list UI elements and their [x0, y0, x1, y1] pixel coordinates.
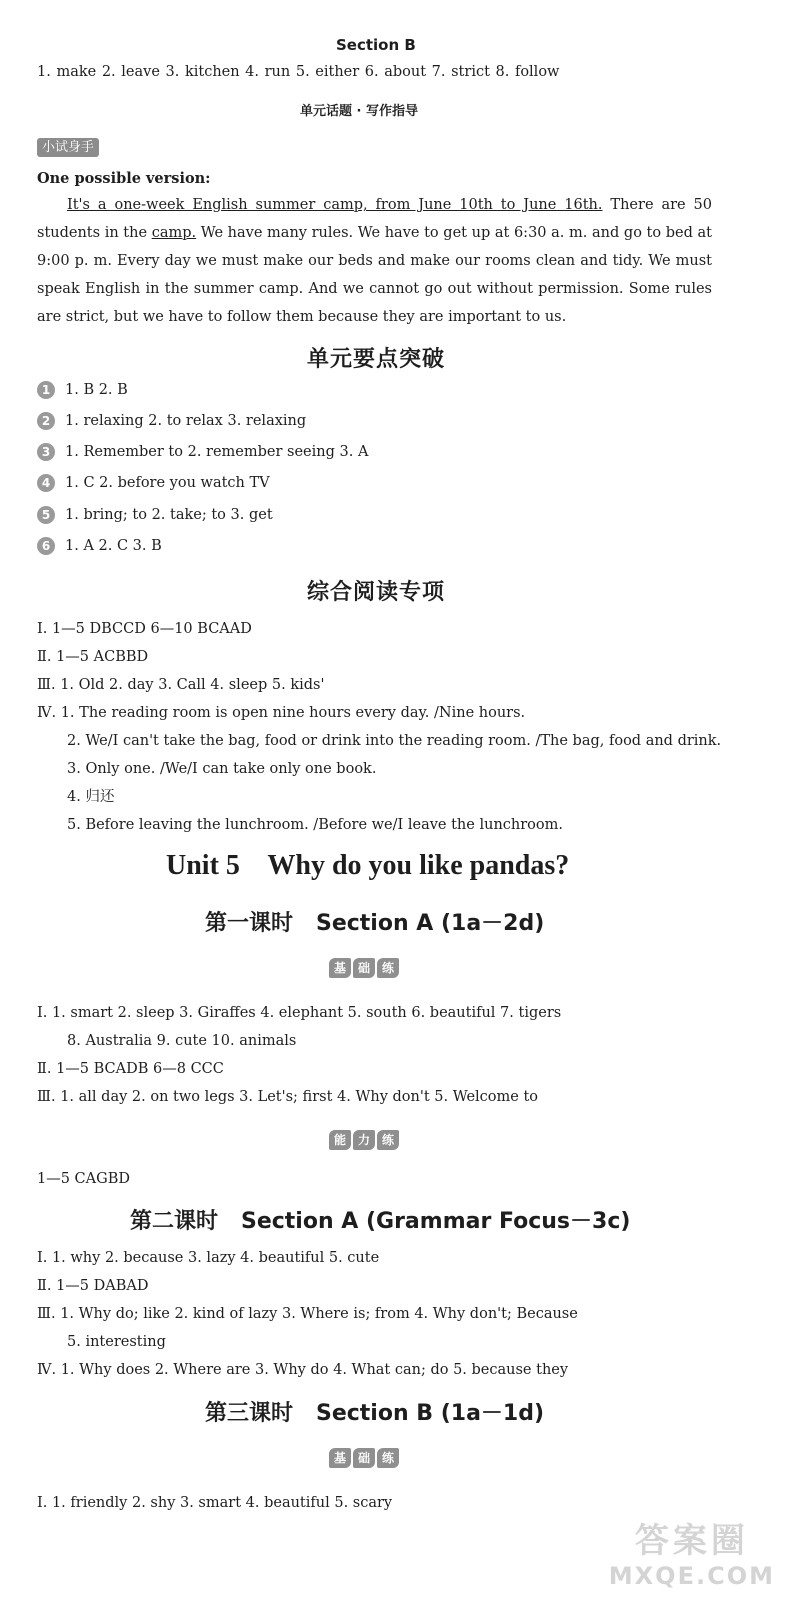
watermark-text: 答案圈: [634, 1521, 749, 1561]
key-point-row: [37, 412, 306, 430]
key-point-text: 1. C 2. before you watch TV: [65, 475, 270, 491]
lesson2-line: Ⅲ. 1. Why do; like 2. kind of lazy 3. Where is; from 4. Why don't; Because: [37, 1306, 578, 1322]
pill-char: 练: [377, 1448, 399, 1468]
reading-line: 5. Before leaving the lunchroom. /Before we/I leave the lunchroom.: [67, 817, 563, 833]
pill-char: 基: [329, 1448, 351, 1468]
ability-answers: 1—5 CAGBD: [37, 1171, 130, 1187]
essay-text-1: There are 50 students in the: [37, 197, 712, 241]
essay-text-2: We have many rules. We have to get up at 6:30 a. m. and go to bed at 9:00 p. m. Every day we must make our beds and make our rooms clean and tidy. We must speak English in the summer camp. And we cannot go out without permission. Some rules are strict, but we have to follow them because they are important to us.: [37, 225, 712, 325]
watermark-logo: [609, 1513, 775, 1590]
lesson2-line: Ⅳ. 1. Why does 2. Where are 3. Why do 4. What can; do 5. because they: [37, 1362, 569, 1378]
lesson2-line: 5. interesting: [67, 1334, 166, 1350]
key-point-row: [37, 474, 270, 492]
number-circle-icon: 3: [37, 443, 55, 461]
watermark-url: MXQE.COM: [608, 1562, 775, 1590]
essay-underlined-2: camp.: [151, 225, 197, 241]
key-point-text: 1. bring; to 2. take; to 3. get: [65, 507, 273, 523]
pill-char: 能: [329, 1130, 351, 1150]
lesson3-title: 第三课时 Section B (1a－1d): [205, 1401, 545, 1426]
essay-underlined-1: It's a one-week English summer camp, from June 10th to June 16th.: [67, 197, 603, 213]
number-circle-icon: 6: [37, 537, 55, 555]
key-point-row: [37, 506, 273, 524]
key-point-row: [37, 443, 368, 461]
reading-heading: 综合阅读专项: [307, 580, 446, 605]
basic-practice-badge: [329, 958, 399, 978]
number-circle-icon: 2: [37, 412, 55, 430]
reading-line: Ⅳ. 1. The reading room is open nine hours every day. /Nine hours.: [37, 705, 526, 721]
lesson2-line: Ⅱ. 1—5 DABAD: [37, 1278, 149, 1294]
ability-practice-badge: [329, 1130, 399, 1150]
key-point-text: 1. relaxing 2. to relax 3. relaxing: [65, 413, 307, 429]
basic-practice-badge: [329, 1448, 399, 1468]
reading-line: Ⅲ. 1. Old 2. day 3. Call 4. sleep 5. kids': [37, 677, 325, 693]
section-b-title: Section B: [336, 36, 416, 54]
pill-char: 础: [353, 958, 375, 978]
lesson1-line: Ⅰ. 1. smart 2. sleep 3. Giraffes 4. elephant 5. south 6. beautiful 7. tigers: [37, 1005, 562, 1021]
key-point-row: [37, 381, 128, 399]
unit-title: Unit 5 Why do you like pandas?: [166, 850, 570, 881]
lesson3-line: Ⅰ. 1. friendly 2. shy 3. smart 4. beautiful 5. scary: [37, 1495, 393, 1511]
version-label: One possible version:: [37, 170, 211, 187]
number-circle-icon: 5: [37, 506, 55, 524]
pill-char: 础: [353, 1448, 375, 1468]
key-point-text: 1. B 2. B: [65, 382, 128, 398]
lesson1-line: 8. Australia 9. cute 10. animals: [67, 1033, 297, 1049]
reading-line: 4. 归还: [67, 789, 115, 805]
key-point-row: [37, 537, 162, 555]
writing-heading: 单元话题 · 写作指导: [300, 104, 418, 119]
number-circle-icon: 4: [37, 474, 55, 492]
pill-char: 基: [329, 958, 351, 978]
number-circle-icon: 1: [37, 381, 55, 399]
key-point-text: 1. Remember to 2. remember seeing 3. A: [65, 444, 369, 460]
lesson1-line: Ⅱ. 1—5 BCADB 6—8 CCC: [37, 1061, 224, 1077]
sample-essay: [37, 191, 712, 331]
try-badge: 小试身手: [37, 138, 99, 157]
key-points-heading: 单元要点突破: [307, 347, 446, 372]
lesson1-line: Ⅲ. 1. all day 2. on two legs 3. Let's; first 4. Why don't 5. Welcome to: [37, 1089, 539, 1105]
pill-char: 练: [377, 1130, 399, 1150]
lesson1-title: 第一课时 Section A (1a－2d): [205, 911, 545, 936]
section-b-answers: 1. make 2. leave 3. kitchen 4. run 5. either 6. about 7. strict 8. follow: [37, 64, 560, 80]
reading-line: 2. We/I can't take the bag, food or drink into the reading room. /The bag, food and drink.: [67, 733, 722, 749]
reading-line: 3. Only one. /We/I can take only one book.: [67, 761, 377, 777]
pill-char: 练: [377, 958, 399, 978]
lesson2-line: Ⅰ. 1. why 2. because 3. lazy 4. beautiful 5. cute: [37, 1250, 380, 1266]
pill-char: 力: [353, 1130, 375, 1150]
key-point-text: 1. A 2. C 3. B: [65, 538, 162, 554]
reading-line: Ⅰ. 1—5 DBCCD 6—10 BCAAD: [37, 621, 252, 637]
lesson2-title: 第二课时 Section A (Grammar Focus－3c): [130, 1209, 631, 1234]
reading-line: Ⅱ. 1—5 ACBBD: [37, 649, 149, 665]
